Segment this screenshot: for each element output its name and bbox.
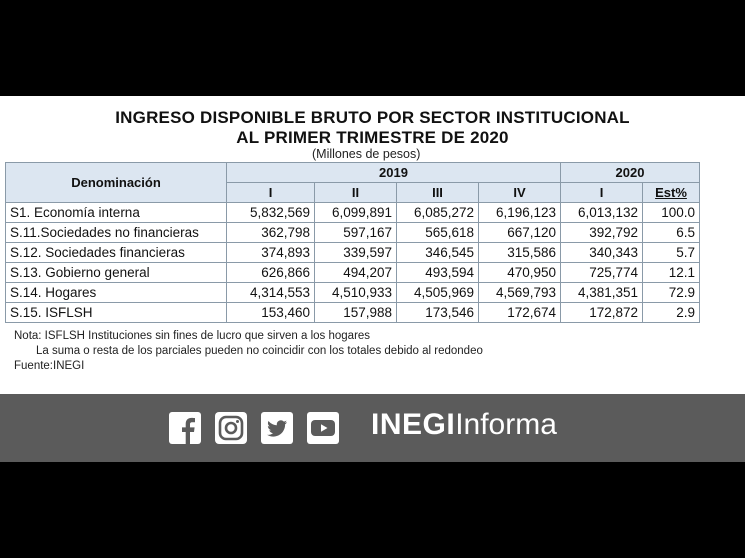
cell-2019-q2: 157,988 xyxy=(315,303,397,323)
cell-2019-q2: 494,207 xyxy=(315,263,397,283)
document-title: INGRESO DISPONIBLE BRUTO POR SECTOR INSTITUCIONAL xyxy=(115,108,630,127)
units-label: (Millones de pesos) xyxy=(312,147,421,161)
row-name-cell: S.15. ISFLSH xyxy=(6,303,227,323)
footer-band xyxy=(0,394,745,462)
table-row xyxy=(6,243,700,263)
cell-2019-q4: 667,120 xyxy=(479,223,561,243)
table-row xyxy=(6,303,700,323)
cell-2019-q2: 4,510,933 xyxy=(315,283,397,303)
header-quarter: IV xyxy=(479,183,561,203)
cell-2019-q2: 6,099,891 xyxy=(315,203,397,223)
cell-2019-q2: 597,167 xyxy=(315,223,397,243)
row-name-cell: S.11.Sociedades no financieras xyxy=(6,223,227,243)
brand-light: Informa xyxy=(455,408,557,441)
header-est: Est% xyxy=(643,183,700,203)
social-icons xyxy=(169,412,339,444)
cell-2020-q1: 340,343 xyxy=(561,243,643,263)
table-row xyxy=(6,283,700,303)
cell-2019-q4: 315,586 xyxy=(479,243,561,263)
cell-2020-q1: 4,381,351 xyxy=(561,283,643,303)
infographic-panel xyxy=(0,96,745,394)
cell-2019-q1: 153,460 xyxy=(227,303,315,323)
cell-est: 6.5 xyxy=(643,223,700,243)
cell-2020-q1: 392,792 xyxy=(561,223,643,243)
header-quarter: III xyxy=(397,183,479,203)
row-name-cell: S.12. Sociedades financieras xyxy=(6,243,227,263)
cell-2020-q1: 6,013,132 xyxy=(561,203,643,223)
cell-2019-q1: 4,314,553 xyxy=(227,283,315,303)
youtube-icon[interactable] xyxy=(307,412,339,444)
source-note: Fuente:INEGI xyxy=(14,360,85,372)
cell-2019-q3: 4,505,969 xyxy=(397,283,479,303)
facebook-icon[interactable] xyxy=(169,412,201,444)
cell-est: 100.0 xyxy=(643,203,700,223)
header-quarter: I xyxy=(227,183,315,203)
document-subtitle: AL PRIMER TRIMESTRE DE 2020 xyxy=(236,128,509,147)
cell-2019-q4: 470,950 xyxy=(479,263,561,283)
cell-2019-q4: 4,569,793 xyxy=(479,283,561,303)
header-year-2019: 2019 xyxy=(227,163,561,183)
note-isflsh: Nota: ISFLSH Instituciones sin fines de lucro que sirven a los hogares xyxy=(14,330,371,342)
table-row xyxy=(6,203,700,223)
cell-2019-q3: 173,546 xyxy=(397,303,479,323)
header-quarter-2020: I xyxy=(561,183,643,203)
note-rounding: La suma o resta de los parciales pueden no coincidir con los totales debido al redondeo xyxy=(36,345,483,357)
cell-2019-q1: 626,866 xyxy=(227,263,315,283)
cell-est: 12.1 xyxy=(643,263,700,283)
notes xyxy=(14,329,483,374)
cell-2019-q1: 374,893 xyxy=(227,243,315,263)
cell-2019-q1: 5,832,569 xyxy=(227,203,315,223)
cell-2019-q2: 339,597 xyxy=(315,243,397,263)
inegi-informa-logo xyxy=(371,408,557,442)
cell-2019-q3: 493,594 xyxy=(397,263,479,283)
header-denominacion: Denominación xyxy=(6,163,227,203)
header-year-2020: 2020 xyxy=(561,163,700,183)
cell-2019-q3: 6,085,272 xyxy=(397,203,479,223)
table-row xyxy=(6,263,700,283)
cell-2019-q3: 565,618 xyxy=(397,223,479,243)
cell-est: 2.9 xyxy=(643,303,700,323)
brand-bold: INEGI xyxy=(371,408,456,441)
cell-2019-q4: 172,674 xyxy=(479,303,561,323)
cell-est: 72.9 xyxy=(643,283,700,303)
twitter-icon[interactable] xyxy=(261,412,293,444)
cell-2019-q3: 346,545 xyxy=(397,243,479,263)
header-quarter: II xyxy=(315,183,397,203)
cell-2020-q1: 725,774 xyxy=(561,263,643,283)
table-row xyxy=(6,223,700,243)
cell-2019-q4: 6,196,123 xyxy=(479,203,561,223)
cell-2019-q1: 362,798 xyxy=(227,223,315,243)
cell-2020-q1: 172,872 xyxy=(561,303,643,323)
row-name-cell: S.14. Hogares xyxy=(6,283,227,303)
row-name-cell: S.13. Gobierno general xyxy=(6,263,227,283)
row-name-cell: S1. Economía interna xyxy=(6,203,227,223)
income-table xyxy=(5,162,700,323)
instagram-icon[interactable] xyxy=(215,412,247,444)
cell-est: 5.7 xyxy=(643,243,700,263)
